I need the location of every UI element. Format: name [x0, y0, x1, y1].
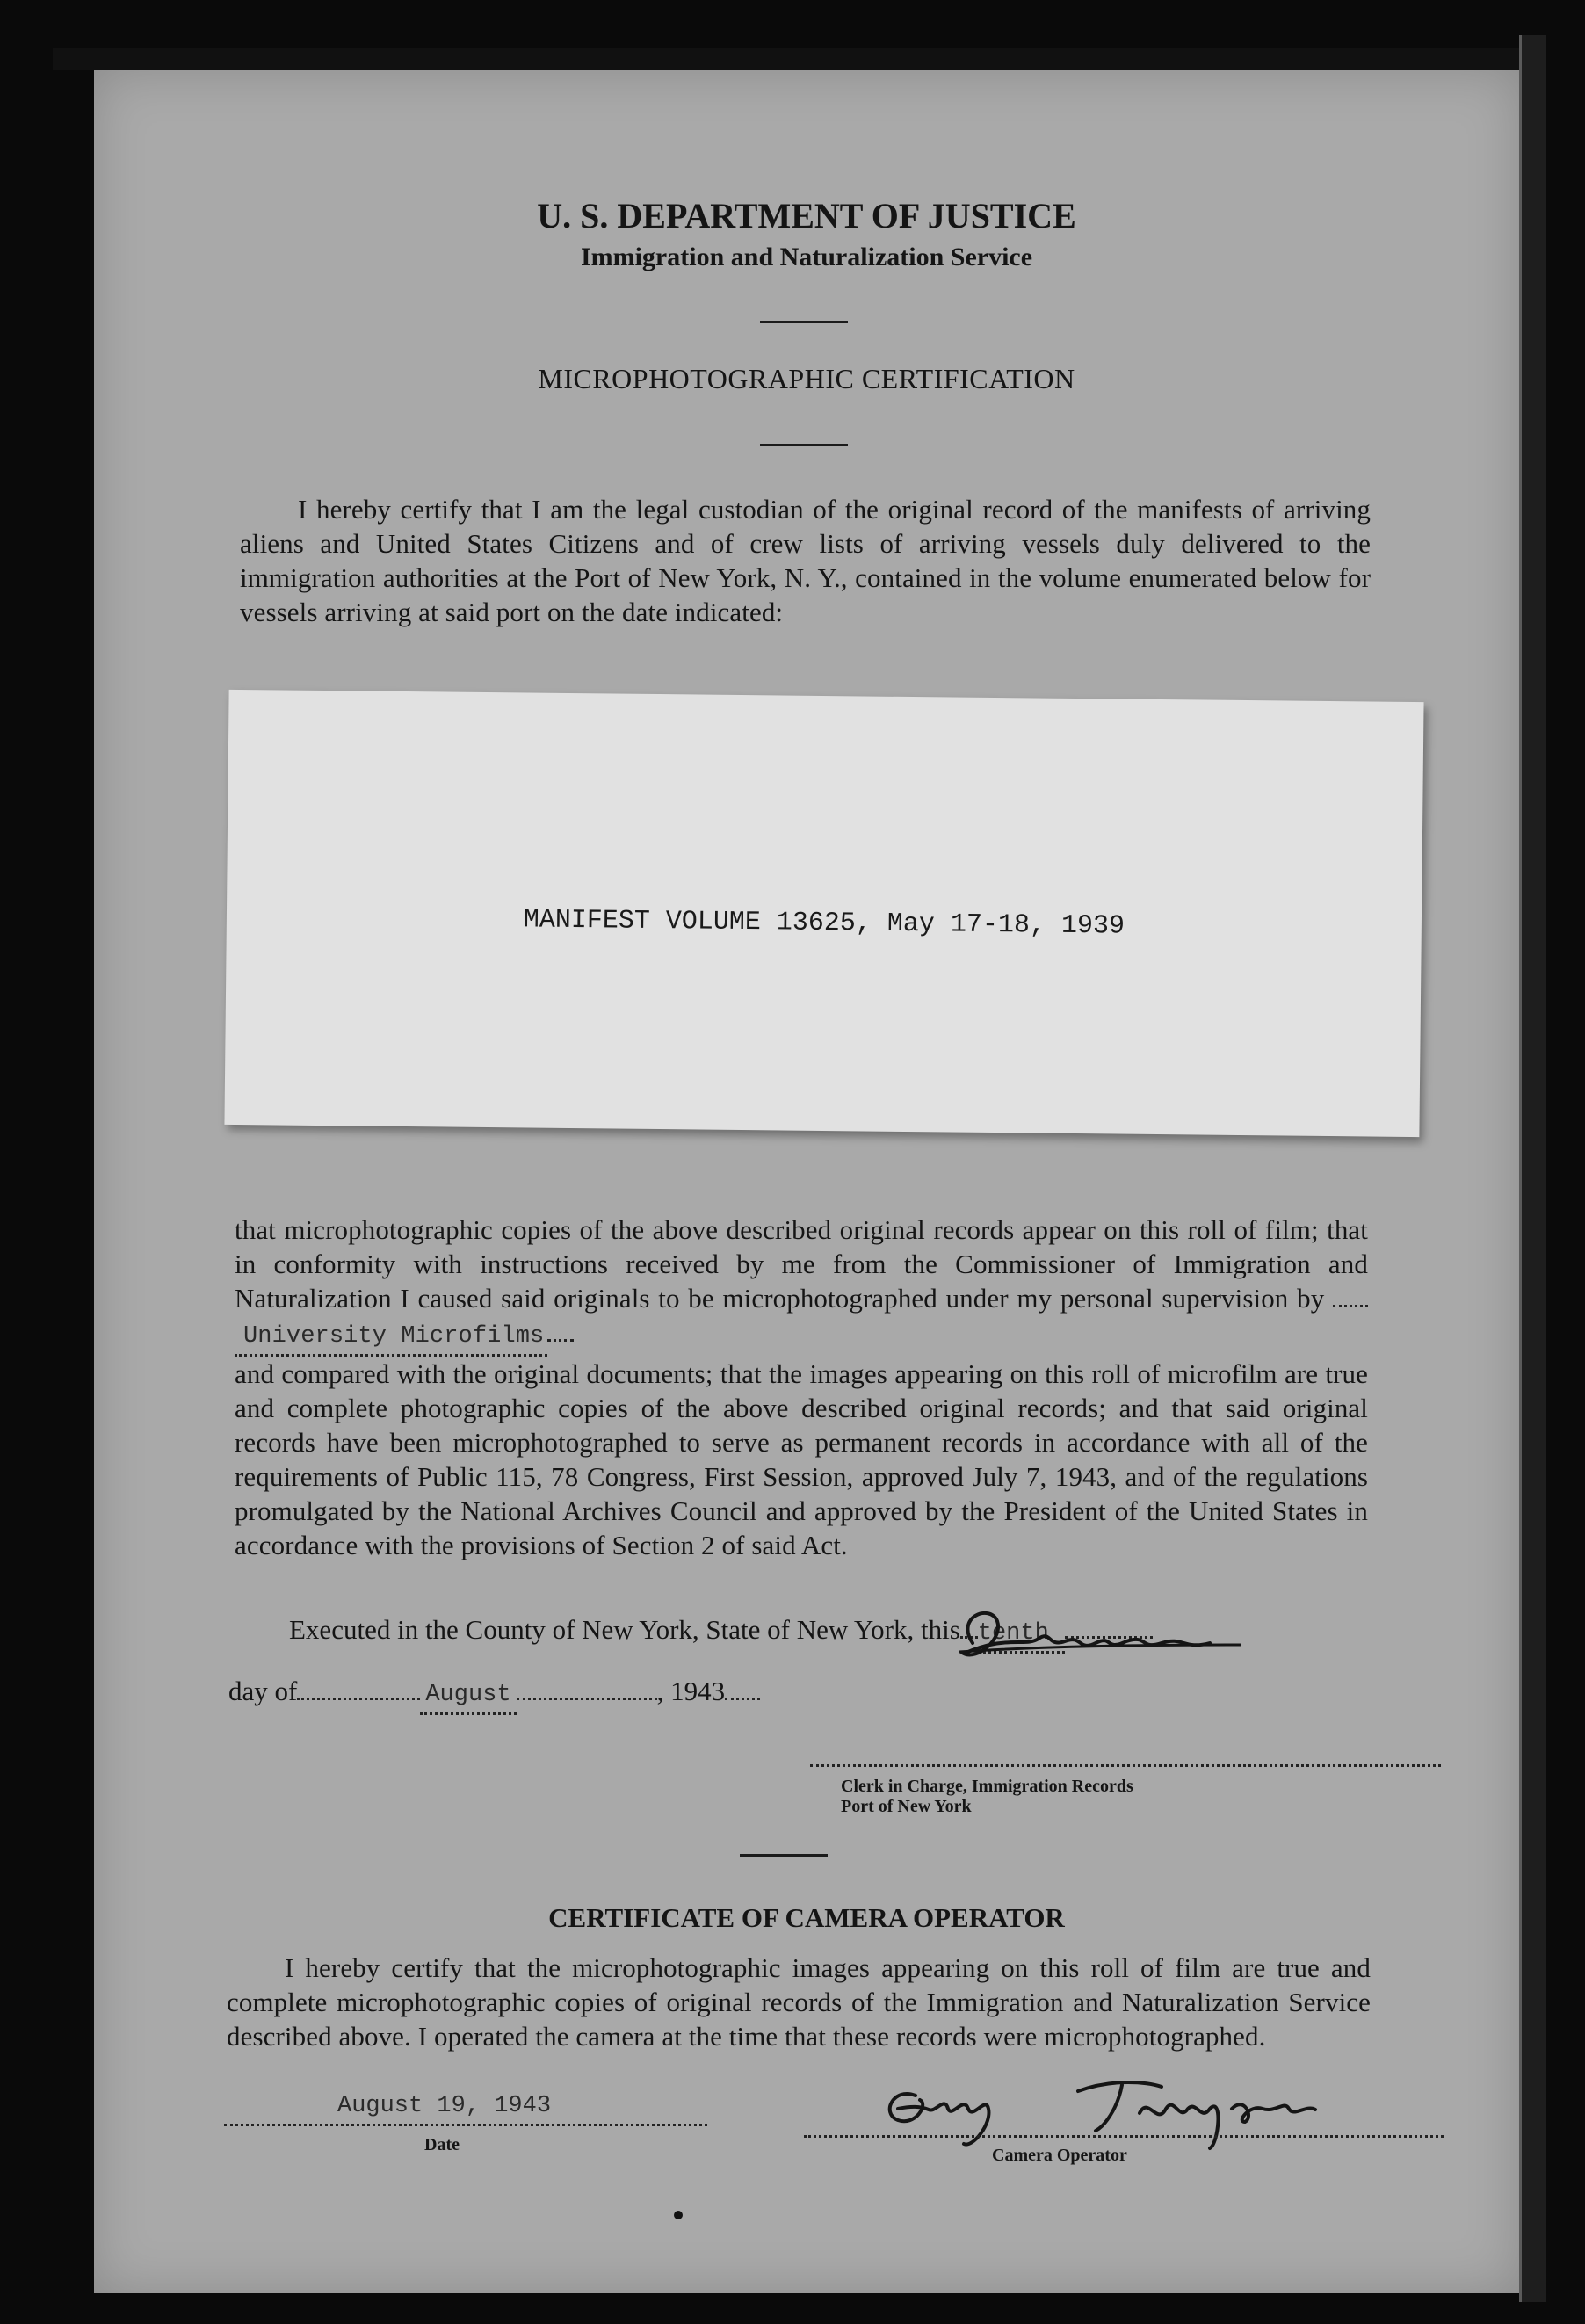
header-divider-bottom [760, 444, 848, 446]
scan-border-right [1519, 35, 1546, 2302]
executed-day: tenth [978, 1617, 1065, 1654]
header-divider-top [760, 321, 848, 323]
intro-text: I hereby certify that I am the legal custodian of the original record of the manifests of arriving aliens and United States Citizens and of crew lists of arriving vessels duly delivered to the immigration authorities at the Port of New York, N. Y., contained in the volume enumerated below for vessels arriving at said port on the date indicated: [240, 494, 1371, 627]
camera-paragraph [227, 1951, 1371, 2053]
body-text-part2: and compared with the original documents; that the images appearing on this roll of microfilm are true and complete photographic copies of the above described original records; and that said original records have been microphotographed to serve as permanent records in accordance with all of the requirements of Public 115, 78 Congress, First Session, approved July 7, 1943, and of the regulations promulgated by the National Archives Council and approved by the President of the United States in accordance with the provisions of Section 2 of said Act. [235, 1358, 1368, 1560]
supervisor-value: University Microfilms [235, 1320, 547, 1357]
department-heading: U. S. DEPARTMENT OF JUSTICE [537, 196, 1076, 235]
body-text-part1 [235, 1213, 1368, 1357]
supervisor-leader [1333, 1305, 1368, 1307]
month-value: August [420, 1678, 516, 1715]
year-trailer [725, 1698, 760, 1700]
executed-prefix: Executed in the County of New York, State of New York, this [289, 1614, 960, 1645]
year-value: , 1943 [656, 1676, 726, 1706]
month-leader [297, 1698, 420, 1700]
body-paragraph [235, 1213, 1368, 1562]
body-part1: that microphotographic copies of the above described original records appear on this roll of film; that in conformity with instructions received by me from the Commissioner of Immigration and Naturalization I caused said originals to be microphotographed under my personal supervision by [235, 1214, 1368, 1314]
clerk-title-line2: Port of New York [841, 1797, 972, 1816]
date-value: August 19, 1943 [337, 2093, 552, 2119]
day-of-line [228, 1674, 760, 1715]
day-of-label: day of [228, 1676, 298, 1706]
scan-border-top [53, 48, 1546, 70]
manifest-volume-slip [224, 690, 1423, 1137]
camera-section-divider [740, 1854, 828, 1857]
month-trailer [517, 1698, 657, 1700]
camera-certificate-title: CERTIFICATE OF CAMERA OPERATOR [548, 1902, 1065, 1933]
supervisor-trailer [547, 1339, 574, 1342]
camera-text: I hereby certify that the microphotographic images appearing on this roll of film are true and complete microphotographic copies of original records of the Immigration and Naturalization Service described above. I operated the camera at the time that these records were microphotographed. [227, 1952, 1371, 2052]
document-page [94, 70, 1519, 2293]
operator-signature [832, 2060, 1394, 2157]
date-label: Date [424, 2135, 460, 2154]
date-line [224, 2124, 707, 2126]
service-subheading: Immigration and Naturalization Service [580, 243, 1033, 271]
certification-title: MICROPHOTOGRAPHIC CERTIFICATION [538, 363, 1075, 395]
clerk-signature-line [810, 1764, 1441, 1767]
manifest-volume-text: MANIFEST VOLUME 13625, May 17-18, 1939 [523, 905, 1125, 942]
punch-dot [674, 2211, 683, 2219]
intro-paragraph [240, 492, 1371, 629]
operator-label: Camera Operator [992, 2146, 1127, 2165]
clerk-title [841, 1777, 1133, 1817]
clerk-signature [894, 1599, 1263, 1669]
clerk-title-line1: Clerk in Charge, Immigration Records [841, 1777, 1133, 1796]
operator-signature-line [804, 2135, 1444, 2138]
